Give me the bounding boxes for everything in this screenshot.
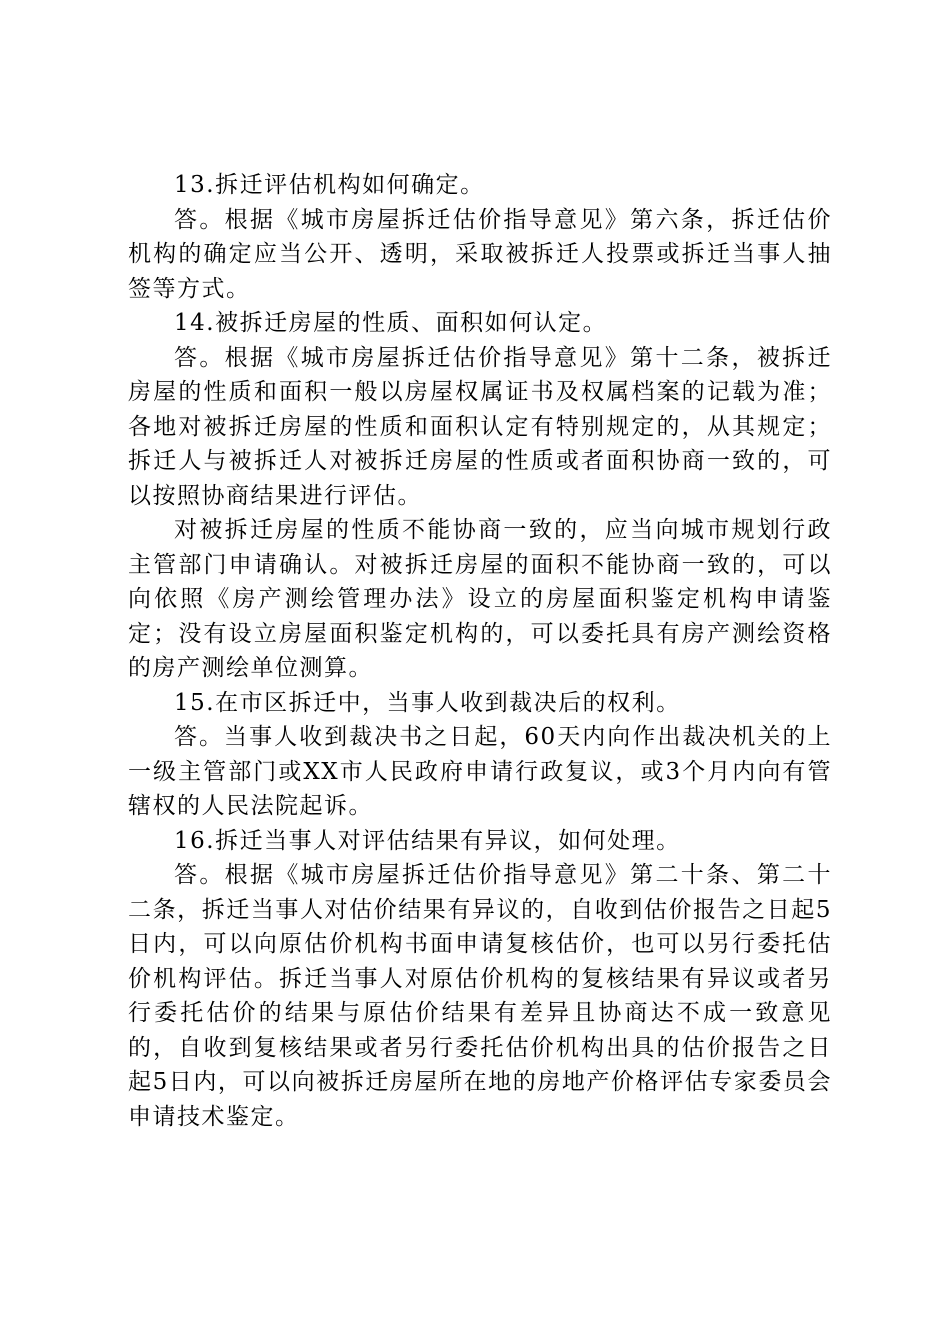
question-15: 15.在市区拆迁中，当事人收到裁决后的权利。	[174, 689, 681, 716]
answer-15: 答。当事人收到裁决书之日起，60天内向作出裁决机关的上一级主管部门或XX市人民政府申请行政复议，或3个月内向有管辖权的人民法院起诉。	[128, 724, 832, 819]
answer-14-continued: 对被拆迁房屋的性质不能协商一致的，应当向城市规划行政主管部门申请确认。对被拆迁房屋的面积不能协商一致的，可以向依照《房产测绘管理办法》设立的房屋面积鉴定机构申请鉴定；没有设立房屋面积鉴定机构的，可以委托具有房产测绘资格的房产测绘单位测算。	[128, 517, 832, 681]
answer-14: 答。根据《城市房屋拆迁估价指导意见》第十二条，被拆迁房屋的性质和面积一般以房屋权属证书及权属档案的记载为准；各地对被拆迁房屋的性质和面积认定有特别规定的，从其规定；拆迁人与被拆迁人对被拆迁房屋的性质或者面积协商一致的，可以按照协商结果进行评估。	[128, 344, 832, 509]
question-14: 14.被拆迁房屋的性质、面积如何认定。	[174, 310, 608, 336]
answer-16: 答。根据《城市房屋拆迁估价指导意见》第二十条、第二十二条，拆迁当事人对估价结果有异议的，自收到估价报告之日起5日内，可以向原估价机构书面申请复核估价，也可以另行委托估价机构评估。拆迁当事人对原估价机构的复核结果有异议或者另行委托估价的结果与原估价结果有差异且协商达不成一致意见的，自收到复核结果或者另行委托估价机构出具的估价报告之日起5日内，可以向被拆迁房屋所在地的房地产价格评估专家委员会申请技术鉴定。	[128, 862, 832, 1130]
question-16: 16.拆迁当事人对评估结果有异议，如何处理。	[174, 827, 681, 854]
answer-13: 答。根据《城市房屋拆迁估价指导意见》第六条，拆迁估价机构的确定应当公开、透明，采取被拆迁人投票或拆迁当事人抽签等方式。	[128, 206, 832, 302]
document-body	[128, 168, 832, 1134]
question-13: 13.拆迁评估机构如何确定。	[174, 172, 485, 198]
